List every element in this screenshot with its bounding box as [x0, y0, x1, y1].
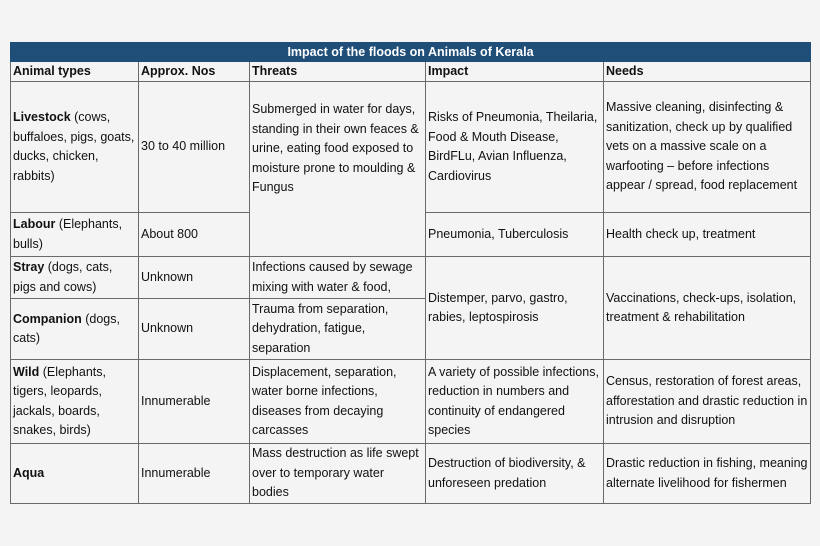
impact-cell: Destruction of biodiversity, & unforeseen predation: [426, 444, 604, 504]
approx-nos-cell: About 800: [139, 213, 250, 257]
animal-type-name: Aqua: [13, 465, 45, 480]
needs-cell: Drastic reduction in fishing, meaning alternate livelihood for fishermen: [604, 444, 811, 504]
animal-type-name: Stray: [13, 260, 45, 274]
animal-type-name: Labour: [13, 217, 56, 231]
needs-cell: Vaccinations, check-ups, isolation, treatment & rehabilitation: [604, 257, 811, 360]
impact-cell: A variety of possible infections, reduction in numbers and continuity of endangered species: [426, 360, 604, 444]
header-threats: Threats: [250, 62, 426, 82]
animal-type-detail: (cows, buffaloes, pigs, goats, ducks, chicken, rabbits): [13, 110, 135, 183]
animal-type-cell: [11, 257, 139, 299]
table-row-stray: [11, 257, 811, 299]
approx-nos-cell: Innumerable: [139, 360, 250, 444]
table-row-aqua: [11, 444, 811, 504]
header-animal-types: Animal types: [11, 62, 139, 82]
threats-cell: Submerged in water for days, standing in their own feaces & urine, eating food exposed to moisture prone to moulding & Fungus: [250, 82, 426, 257]
impact-cell: Pneumonia, Tuberculosis: [426, 213, 604, 257]
floods-impact-table: [10, 42, 811, 504]
header-needs: Needs: [604, 62, 811, 82]
impact-cell: Risks of Pneumonia, Theilaria, Food & Mouth Disease, BirdFLu, Avian Influenza, Cardiovirus: [426, 82, 604, 213]
impact-cell: Distemper, parvo, gastro, rabies, leptospirosis: [426, 257, 604, 360]
header-approx-nos: Approx. Nos: [139, 62, 250, 82]
animal-type-cell: [11, 299, 139, 360]
animal-type-detail: (Elephants, bulls): [13, 217, 123, 251]
approx-nos-cell: Unknown: [139, 299, 250, 360]
needs-cell: Massive cleaning, disinfecting & sanitization, check up by qualified vets on a massive scale on a warfooting – before infections appear / spread, food replacement: [604, 82, 811, 213]
threats-cell: Mass destruction as life swept over to temporary water bodies: [250, 444, 426, 504]
floods-table-container: [10, 42, 810, 504]
animal-type-detail: (Elephants, tigers, leopards, jackals, boards, snakes, birds): [13, 364, 106, 437]
approx-nos-cell: Unknown: [139, 257, 250, 299]
approx-nos-cell: 30 to 40 million: [139, 82, 250, 213]
table-row-livestock: [11, 82, 811, 213]
animal-type-cell: [11, 444, 139, 504]
needs-cell: Health check up, treatment: [604, 213, 811, 257]
animal-type-cell: [11, 360, 139, 444]
table-title-row: [11, 43, 811, 62]
table-header-row: [11, 62, 811, 82]
animal-type-detail: (dogs, cats): [13, 311, 120, 345]
animal-type-name: Wild: [13, 364, 40, 379]
animal-type-detail: (dogs, cats, pigs and cows): [13, 260, 113, 294]
approx-nos-cell: Innumerable: [139, 444, 250, 504]
threats-cell: Trauma from separation, dehydration, fatigue, separation: [250, 299, 426, 360]
header-impact: Impact: [426, 62, 604, 82]
threats-cell: Displacement, separation, water borne infections, diseases from decaying carcasses: [250, 360, 426, 444]
animal-type-cell: [11, 213, 139, 257]
table-title: Impact of the floods on Animals of Kerala: [11, 43, 811, 62]
table-row-wild: [11, 360, 811, 444]
needs-cell: Census, restoration of forest areas, afforestation and drastic reduction in intrusion and disruption: [604, 360, 811, 444]
animal-type-name: Livestock: [13, 110, 71, 124]
threats-cell: Infections caused by sewage mixing with water & food,: [250, 257, 426, 299]
animal-type-cell: [11, 82, 139, 213]
animal-type-name: Companion: [13, 311, 82, 326]
